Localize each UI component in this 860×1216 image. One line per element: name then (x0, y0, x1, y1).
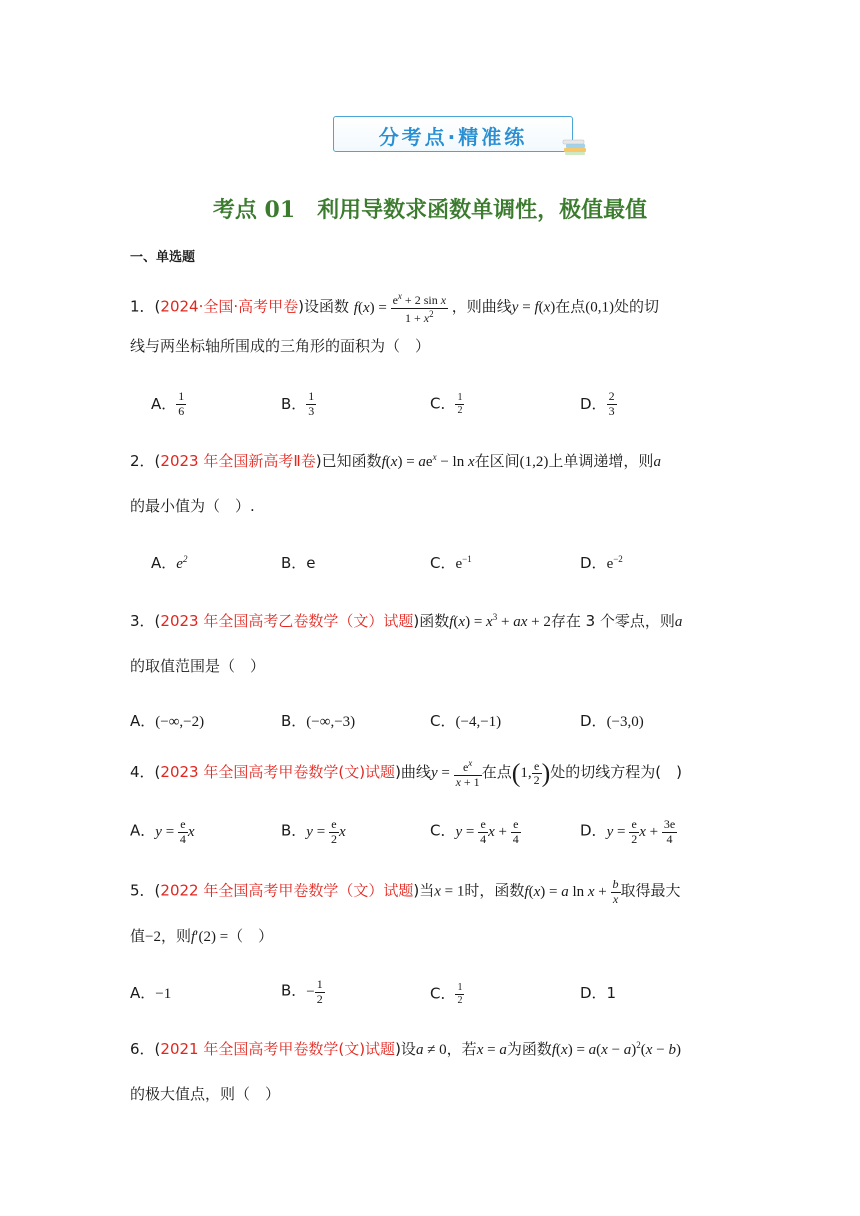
q1-source: 2024·全国·高考甲卷 (160, 297, 299, 316)
q5-option-a: A．−1 (130, 984, 172, 1002)
q1-option-d: D． $\frac{2}{3}$ (580, 389, 615, 418)
question-3-line-1 (130, 610, 682, 631)
q5-text-1: 当 (419, 881, 435, 900)
q5-source: 2022 年全国高考甲卷数学（文）试题 (160, 881, 414, 900)
q2-text-3: 上单调递增，则 (548, 452, 654, 470)
q5-x-eq-1: x = 1 (434, 883, 465, 900)
q5-close: ) (413, 881, 420, 900)
q6-x-eq-a: x = a (476, 1042, 507, 1058)
q2-option-c: C．$e^{-1}$ (430, 554, 472, 572)
q3-line-2: 的取值范围是（ ） (130, 657, 266, 675)
q3-option-d: D．(−3,0) (580, 712, 644, 730)
q5-option-c: C． $\frac{1}{2}$ (430, 982, 463, 1006)
q5-text-3: 取得最大 (620, 881, 681, 900)
q4-source: 2023 年全国高考甲卷数学(文)试题 (160, 763, 396, 782)
question-2-line-1 (130, 450, 661, 471)
q4-option-b: B．y = $\frac{e}{2}$ x (281, 817, 346, 846)
q1-formula-curve: y = f(x) (511, 299, 556, 316)
q1-option-c: C． $\frac{1}{2}$ (430, 392, 463, 416)
q2-interval: (1,2) (519, 454, 549, 470)
q4-point: (1, $\frac{e}{2}$ ) (511, 758, 551, 788)
q1-point: (0,1) (585, 299, 615, 316)
q4-close: ) (395, 763, 401, 782)
q1-fraction: $\frac{e^x + 2 \sin x}{1 + x^2}$ (392, 291, 447, 325)
q2-formula: $f(x) = ae^x - \ln x$ (381, 452, 475, 470)
q6-text-2: ，若 (446, 1040, 477, 1058)
q6-text-3: 为函数 (506, 1040, 552, 1058)
q4-text-2: 在点 (481, 763, 512, 782)
section-heading: 一、单选题 (130, 250, 196, 265)
question-1-line-1 (130, 291, 659, 326)
q6-line-2: 的极大值点，则（ ） (130, 1085, 281, 1103)
q1-number: 1．( (130, 297, 161, 316)
question-6-line-1 (130, 1038, 681, 1059)
q1-option-a: A． $\frac{1}{6}$ (151, 389, 185, 418)
q3-text-2: 存在 3 个零点，则 (550, 612, 675, 630)
q3-var-a: a (674, 614, 683, 630)
q3-close: ) (413, 612, 420, 630)
q1-text-2: ，则曲线 (451, 297, 512, 316)
question-4-line-1 (130, 758, 682, 790)
q2-option-b: B．e (281, 554, 316, 572)
q2-number: 2．( (130, 452, 161, 470)
q6-text-1: 设 (400, 1040, 416, 1058)
q1-option-b: B． $\frac{1}{3}$ (281, 389, 315, 418)
q1-text-4: 处的切 (614, 297, 660, 316)
q3-text-1: 函数 (419, 612, 450, 630)
q5-option-b: B．− $\frac{1}{2}$ (281, 977, 323, 1006)
banner-text: 分考点·精准练 (378, 125, 528, 149)
q2-source: 2023 年全国新高考Ⅱ卷 (160, 452, 316, 470)
q2-var-a: a (653, 454, 661, 470)
q4-number: 4．( (130, 763, 161, 782)
q1-formula-f: f(x) = $\frac{e^x + 2 \sin x}{1 + x^2}$ (353, 291, 447, 325)
q2-text-1: 已知函数 (321, 452, 382, 470)
q2-option-d: D．$e^{-2}$ (580, 554, 623, 572)
q4-option-d: D．y = $\frac{e}{2}$ x + $\frac{3e}{4}$ (580, 817, 676, 846)
q4-option-c: C．y = $\frac{e}{4}$ x + $\frac{e}{4}$ (430, 817, 519, 846)
q5-number: 5．( (130, 881, 161, 900)
q6-source: 2021 年全国高考甲卷数学(文)试题 (160, 1040, 396, 1058)
q3-option-c: C．(−4,−1) (430, 712, 502, 730)
section-banner (333, 116, 573, 152)
q4-text-1: 曲线 (400, 763, 431, 782)
q1-text-3: 在点 (555, 297, 586, 316)
q3-option-b: B．(−∞,−3) (281, 712, 356, 730)
q5-text-2: 时，函数 (464, 881, 525, 900)
q2-option-a: A．$e^2$ (151, 554, 188, 572)
q5-formula: f(x) = a ln x + $\frac{b}{x}$ (524, 877, 619, 906)
q4-text-3: 处的切线方程为( ) (550, 763, 683, 782)
q2-close: ) (315, 452, 322, 470)
q3-formula: $f(x) = x^3$ + ax + 2 (449, 612, 551, 630)
q5-line-2: 值−2，则f′(2) =（ ） (130, 927, 274, 945)
q3-number: 3．( (130, 612, 161, 630)
q3-option-a: A．(−∞,−2) (130, 712, 205, 730)
q1-text-1: 设函数 (303, 297, 349, 316)
page-title: 考点 01 利用导数求函数单调性，极值最值 (212, 197, 648, 223)
q6-close: ) (395, 1040, 401, 1058)
q4-option-a: A．y = $\frac{e}{4}$ x (130, 817, 195, 846)
q6-number: 6．( (130, 1040, 161, 1058)
q1-line-2: 线与两坐标轴所围成的三角形的面积为（ ） (130, 337, 431, 355)
q5-option-d: D．1 (580, 984, 617, 1002)
q4-formula: y = $\frac{e^x}{x + 1}$ (430, 758, 480, 789)
q2-text-2: 在区间 (474, 452, 520, 470)
books-icon (562, 136, 588, 156)
q1-close: ) (298, 297, 304, 316)
question-5-line-1 (130, 878, 681, 907)
q2-line-2: 的最小值为（ ）. (130, 497, 255, 515)
q6-a-ne-0: a ≠ 0 (415, 1042, 447, 1058)
q3-source: 2023 年全国高考乙卷数学（文）试题 (160, 612, 414, 630)
q6-formula: $f(x) = a(x - a)^2(x - b)$ (551, 1040, 681, 1058)
